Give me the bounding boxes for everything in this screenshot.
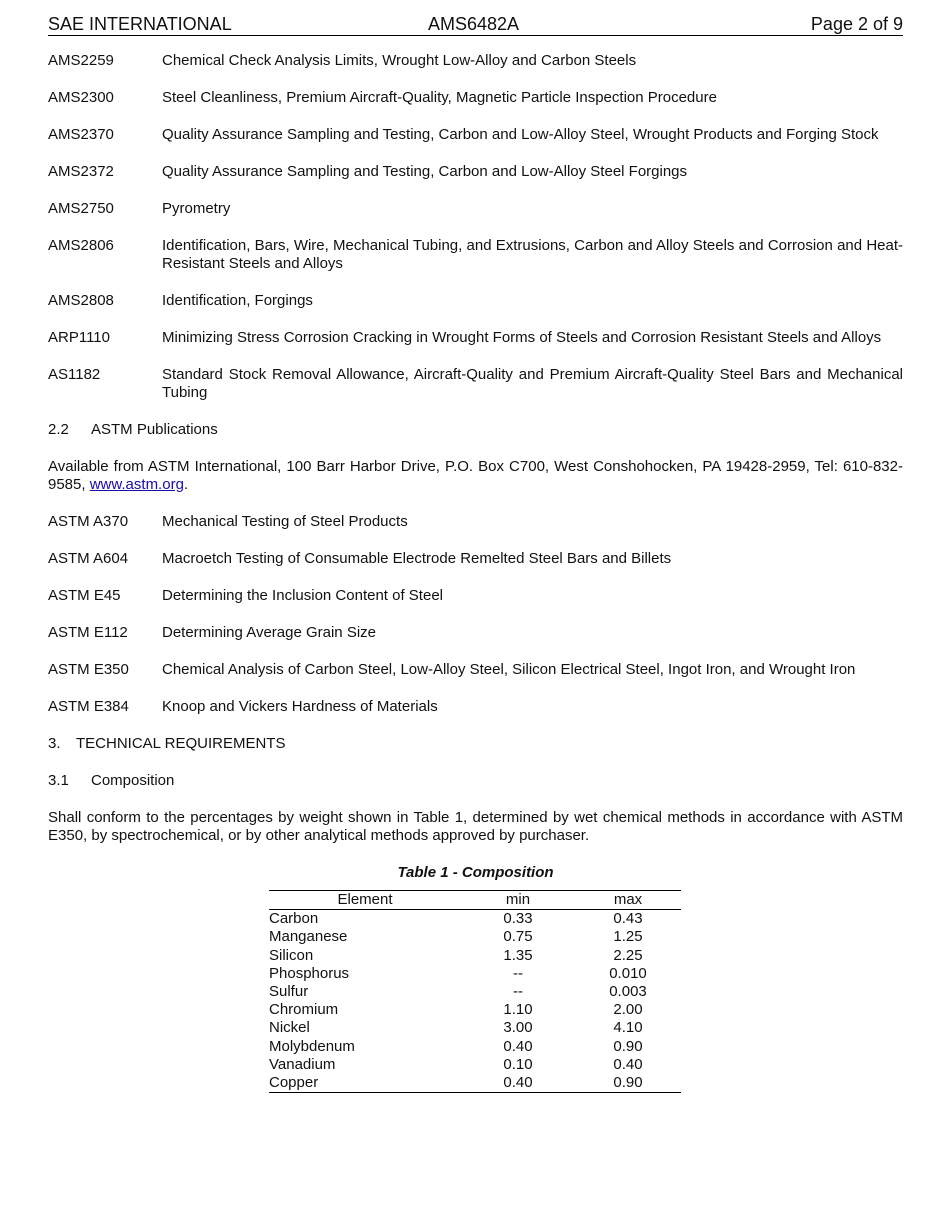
section-heading-astm	[48, 421, 903, 439]
cell-min: 1.10	[503, 1001, 533, 1019]
ref-item	[48, 237, 903, 273]
ref-code: AMS2370	[48, 126, 114, 143]
ref-item	[48, 587, 903, 605]
cell-max: 0.010	[609, 964, 647, 982]
document-body	[48, 52, 903, 1093]
cell-element: Manganese	[269, 928, 348, 946]
ref-item	[48, 126, 903, 144]
cell-max: 0.003	[609, 983, 647, 1001]
cell-max: 0.90	[613, 1037, 643, 1055]
ref-code: AS1182	[48, 366, 101, 383]
section-number: 2.2	[48, 421, 69, 438]
table-row	[269, 1074, 681, 1093]
ref-item	[48, 200, 903, 218]
cell-min: 0.33	[503, 910, 533, 928]
cell-min: 0.40	[503, 1037, 533, 1055]
cell-element: Copper	[269, 1074, 319, 1092]
ref-title: Quality Assurance Sampling and Testing, Carbon and Low-Alloy Steel, Wrought Products and Forging Stock	[162, 126, 879, 143]
cell-min: 0.10	[503, 1055, 533, 1073]
cell-element: Silicon	[269, 946, 314, 964]
column-header-min: min	[505, 891, 531, 908]
cell-max: 0.40	[613, 1055, 643, 1073]
ref-title: Mechanical Testing of Steel Products	[162, 513, 408, 530]
ref-title: Quality Assurance Sampling and Testing, Carbon and Low-Alloy Steel Forgings	[162, 163, 688, 180]
cell-element: Carbon	[269, 910, 319, 928]
ref-item	[48, 163, 903, 181]
ref-title: Identification, Forgings	[162, 292, 313, 309]
ref-code: AMS2259	[48, 52, 114, 69]
section-title: ASTM Publications	[91, 421, 218, 438]
ref-code: ASTM E350	[48, 661, 129, 678]
table-row	[269, 928, 681, 946]
table-row	[269, 947, 681, 965]
ref-title: Determining the Inclusion Content of Steel	[162, 587, 443, 604]
section-heading-composition	[48, 772, 903, 790]
cell-max: 4.10	[613, 1019, 643, 1037]
cell-element: Nickel	[269, 1019, 310, 1037]
ref-item	[48, 698, 903, 716]
ref-item	[48, 624, 903, 642]
ref-title: Chemical Check Analysis Limits, Wrought Low-Alloy and Carbon Steels	[162, 52, 637, 69]
ref-item	[48, 89, 903, 107]
cell-min: --	[513, 964, 523, 982]
ref-code: ASTM E384	[48, 698, 129, 715]
column-header-element: Element	[337, 891, 393, 908]
ams-reference-list	[48, 52, 903, 402]
ref-item	[48, 329, 903, 347]
ref-code: AMS2300	[48, 89, 114, 106]
ref-item	[48, 550, 903, 568]
astm-availability-paragraph	[48, 458, 903, 494]
composition-paragraph: Shall conform to the percentages by weight shown in Table 1, determined by wet chemical methods in accordance with ASTM E350, by spectrochemical, or by other analytical methods approved by purchaser.	[48, 809, 903, 844]
ref-item	[48, 292, 903, 310]
ref-item	[48, 366, 903, 402]
cell-min: 0.75	[503, 928, 533, 946]
ref-code: AMS2808	[48, 292, 114, 309]
astm-availability-end: .	[183, 476, 189, 493]
composition-table	[269, 890, 681, 1093]
ref-title: Identification, Bars, Wire, Mechanical Tubing, and Extrusions, Carbon and Alloy Steels and Corrosion and Heat-Resistant Steels and Alloys	[162, 237, 903, 272]
ref-code: AMS2750	[48, 200, 114, 217]
cell-element: Sulfur	[269, 983, 309, 1001]
table-row	[269, 965, 681, 983]
section-number: 3.1	[48, 772, 69, 789]
header-org: SAE INTERNATIONAL	[48, 14, 232, 34]
cell-max: 0.43	[613, 910, 643, 928]
ref-code: ASTM E112	[48, 624, 128, 641]
cell-min: 3.00	[503, 1019, 533, 1037]
ref-code: ASTM A370	[48, 513, 129, 530]
table-row	[269, 1056, 681, 1074]
ref-title: Standard Stock Removal Allowance, Aircraft-Quality and Premium Aircraft-Quality Steel Bars and Mechanical Tubing	[162, 366, 903, 401]
astm-reference-list	[48, 513, 903, 716]
section-number: 3.	[48, 735, 61, 752]
ref-title: Steel Cleanliness, Premium Aircraft-Quality, Magnetic Particle Inspection Procedure	[162, 89, 717, 106]
ref-code: ASTM E45	[48, 587, 121, 604]
cell-max: 2.25	[613, 946, 643, 964]
ref-title: Knoop and Vickers Hardness of Materials	[162, 698, 438, 715]
header-doc-number: AMS6482A	[428, 14, 520, 34]
ref-code: ASTM A604	[48, 550, 129, 567]
cell-min: --	[513, 983, 523, 1001]
ref-item	[48, 661, 903, 679]
table-row	[269, 1001, 681, 1019]
table-header-row	[269, 891, 681, 910]
cell-max: 1.25	[613, 928, 643, 946]
cell-element: Vanadium	[269, 1055, 336, 1073]
page-header	[48, 13, 903, 36]
cell-element: Phosphorus	[269, 964, 350, 982]
header-page-number: Page 2 of 9	[810, 14, 903, 34]
section-title: TECHNICAL REQUIREMENTS	[76, 735, 286, 752]
table-caption: Table 1 - Composition	[397, 864, 554, 881]
ref-title: Determining Average Grain Size	[162, 624, 376, 641]
table-row	[269, 910, 681, 929]
cell-max: 0.90	[613, 1074, 643, 1092]
ref-title: Pyrometry	[162, 200, 231, 217]
ref-code: AMS2806	[48, 237, 114, 254]
section-title: Composition	[91, 772, 175, 789]
astm-website-link[interactable]: www.astm.org	[89, 476, 184, 493]
astm-availability-text: Available from ASTM International, 100 Barr Harbor Drive, P.O. Box C700, West Conshohocken, PA 19428-2959, Tel: 610-832-9585,	[48, 458, 903, 493]
ref-code: ARP1110	[48, 329, 110, 346]
cell-element: Chromium	[269, 1001, 339, 1019]
ref-code: AMS2372	[48, 163, 114, 180]
ref-title: Macroetch Testing of Consumable Electrode Remelted Steel Bars and Billets	[162, 550, 672, 567]
section-heading-technical	[48, 735, 903, 753]
cell-max: 2.00	[613, 1001, 643, 1019]
cell-min: 0.40	[503, 1074, 533, 1092]
column-header-max: max	[613, 891, 643, 908]
cell-min: 1.35	[503, 946, 533, 964]
ref-title: Chemical Analysis of Carbon Steel, Low-Alloy Steel, Silicon Electrical Steel, Ingot Iron, and Wrought Iron	[162, 661, 856, 678]
table-row	[269, 1038, 681, 1056]
ref-title: Minimizing Stress Corrosion Cracking in Wrought Forms of Steels and Corrosion Resistant Steels and Alloys	[162, 329, 882, 346]
ref-item	[48, 513, 903, 531]
table-row	[269, 1019, 681, 1037]
ref-item	[48, 52, 903, 70]
cell-element: Molybdenum	[269, 1037, 355, 1055]
table-row	[269, 983, 681, 1001]
